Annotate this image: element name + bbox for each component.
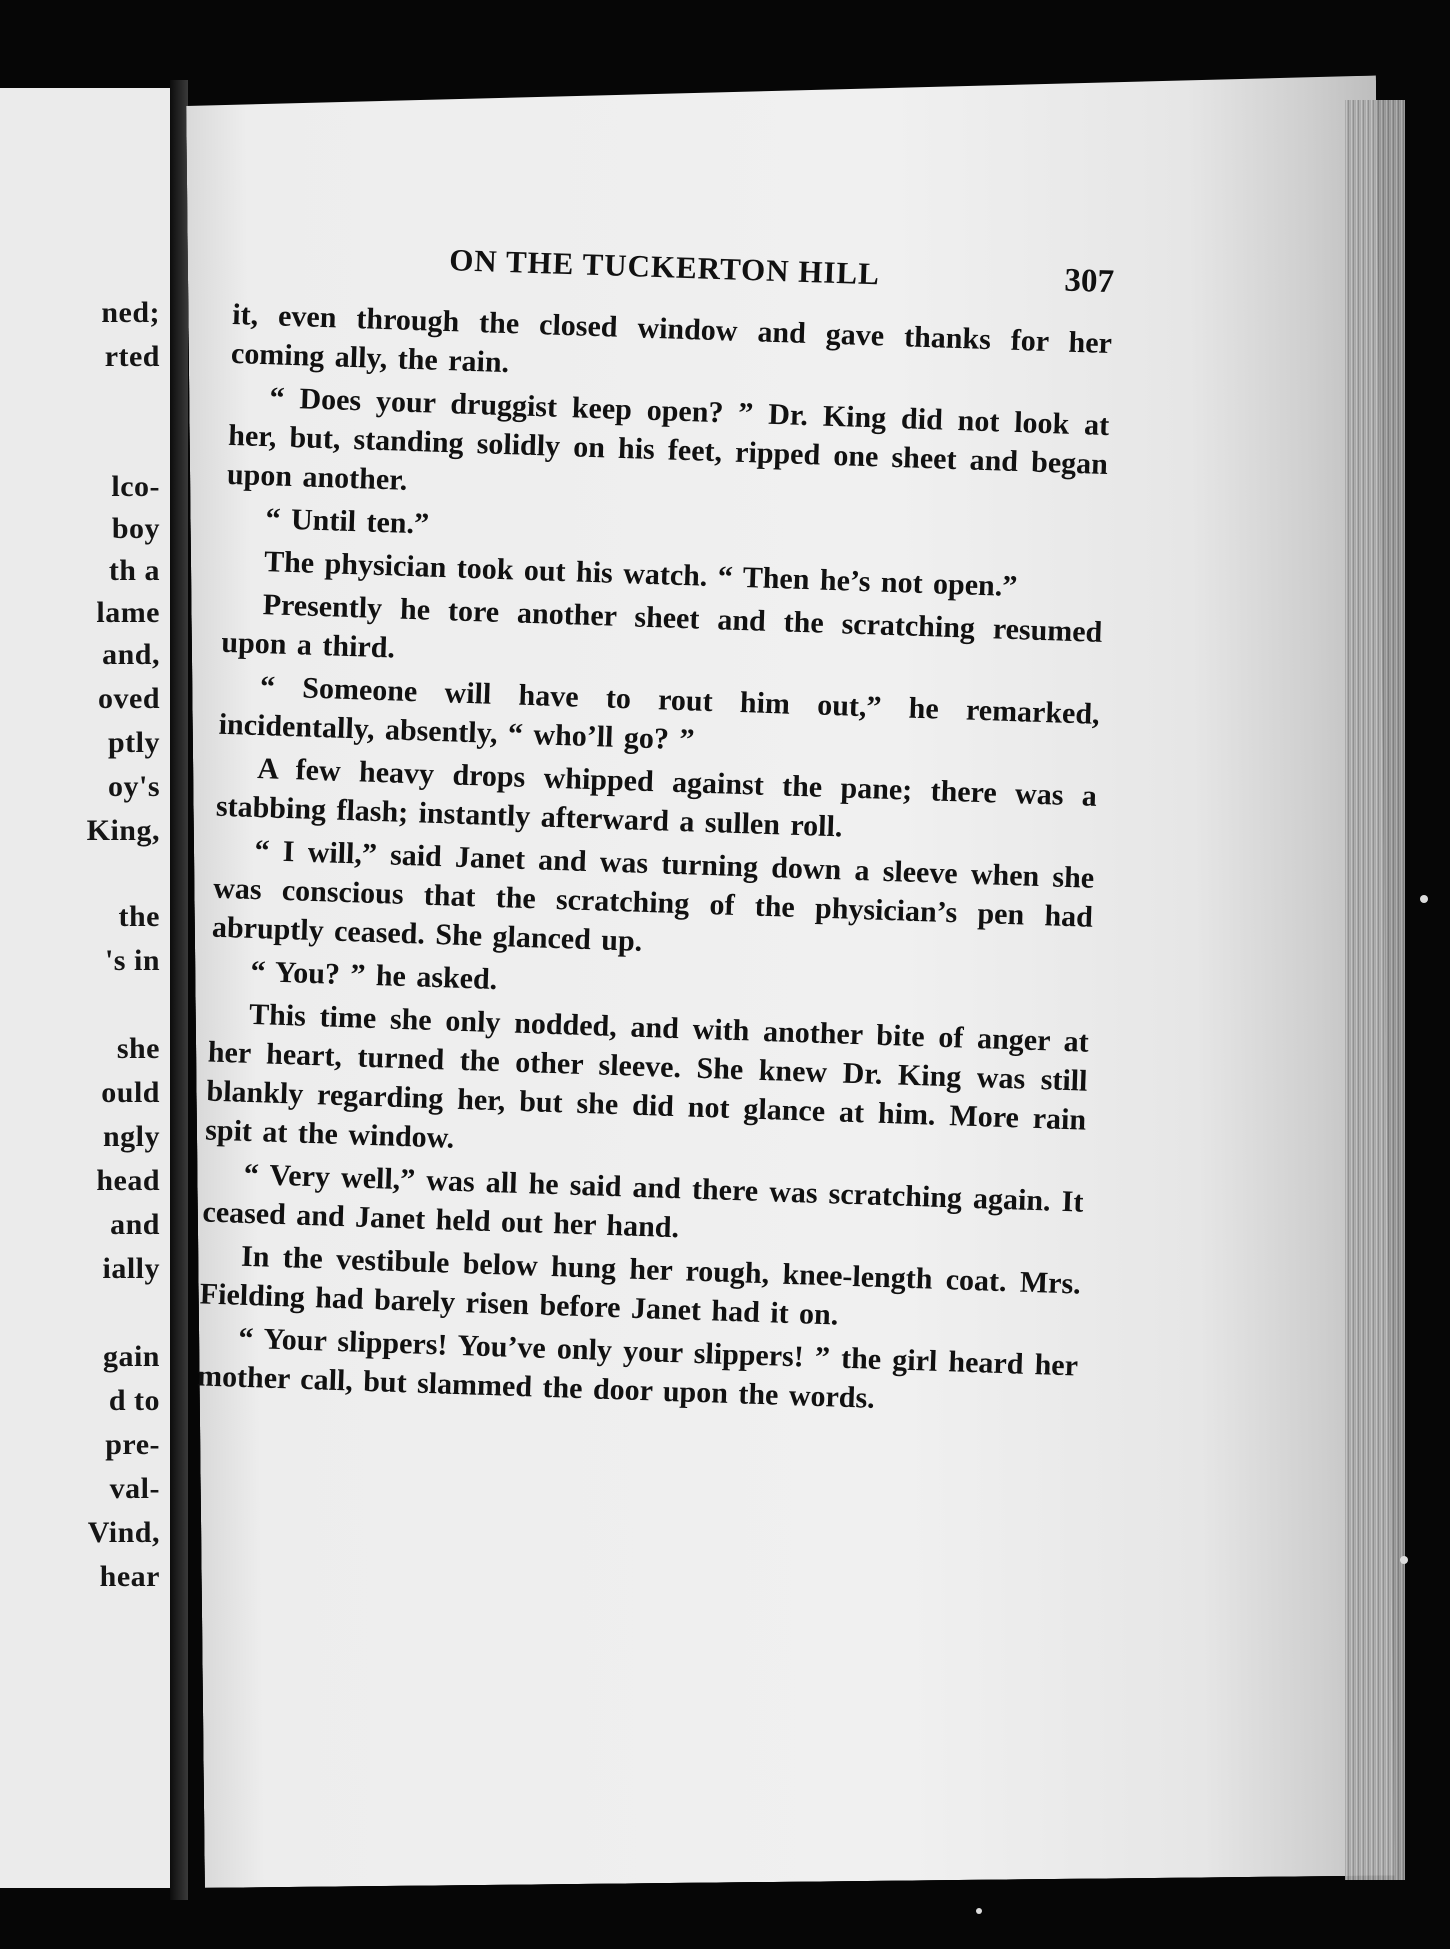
left-page-line: boy [111,512,160,545]
left-page-line: the [118,900,160,933]
left-page-line: rted [104,340,160,373]
dust-speck [1420,895,1428,903]
left-page [0,88,174,1888]
paragraph: This time she only nodded, and with another bite of anger at her heart, turned the other sleeve. She knew Dr. King was still blankly regarding her, but she did not glance at him. More rain spit at the window. [204,997,1090,1155]
left-page-line: lame [96,596,160,629]
left-page-line: ould [101,1076,160,1109]
paragraph: In the vestibule below hung her rough, knee-length coat. Mrs. Fielding had barely risen before Janet had it on. [199,1239,1082,1332]
left-page-line: and [110,1208,160,1241]
page-edge-stack [1345,100,1405,1880]
left-page-line: th a [108,554,160,587]
left-page-line: King, [86,814,160,847]
page-text-block [196,235,1114,1429]
paragraph: “ I will,” said Janet and was turning down a sleeve when she was conscious that the scratching of the physician’s pen had abruptly ceased. She glanced up. [211,833,1095,958]
left-page-line: hear [99,1560,160,1593]
left-page-line: head [96,1164,160,1197]
paragraph: “ Someone will have to rout him out,” he remarked, incidentally, absently, “ who’ll go? ” [218,670,1101,757]
paragraph: Presently he tore another sheet and the scratching resumed upon a third. [220,588,1103,665]
left-page-line: ned; [101,296,160,329]
paragraph: “ You? ” he asked. [250,954,498,997]
paragraph: “ Until ten.” [265,502,430,541]
left-page-line: gain [102,1340,160,1373]
paragraph: “ Your slippers! You’ve only your slippers! ” the girl heard her mother call, but slammed the door upon the words. [196,1321,1079,1415]
left-page-line: 's in [104,944,160,977]
left-page-line: val- [109,1472,160,1505]
left-page-line: lco- [111,470,160,503]
dust-speck [1400,1556,1408,1564]
left-page-line: Vind, [87,1516,160,1549]
paragraph: it, even through the closed window and gave thanks for her coming ally, the rain. [230,297,1113,380]
left-page-line: ptly [107,726,160,759]
running-head-title: ON THE TUCKERTON HILL [448,242,881,292]
paragraph: “ Very well,” was all he said and there was scratching again. It ceased and Janet held out her hand. [202,1157,1084,1245]
paragraph: “ Does your druggist keep open? ” Dr. King did not look at her, but, standing solidly on his feet, ripped one sheet and began upon another. [226,381,1110,497]
left-page-line: pre- [105,1428,160,1461]
left-page-line: d to [108,1384,160,1417]
left-page-line: oy's [107,770,160,803]
left-page-line: she [116,1032,160,1065]
left-page-line: ngly [102,1120,160,1153]
left-page-line: and, [102,638,160,671]
left-page-line: ially [102,1252,160,1285]
dust-speck [976,1908,982,1914]
paragraph: A few heavy drops whipped against the pane; there was a stabbing flash; instantly afterward a sullen roll. [215,752,1098,844]
book-gutter [170,80,188,1900]
left-page-line: oved [98,682,160,715]
paragraph: The physician took out his watch. “ Then he’s not open.” [263,545,1018,604]
page-number: 307 [1063,262,1115,301]
